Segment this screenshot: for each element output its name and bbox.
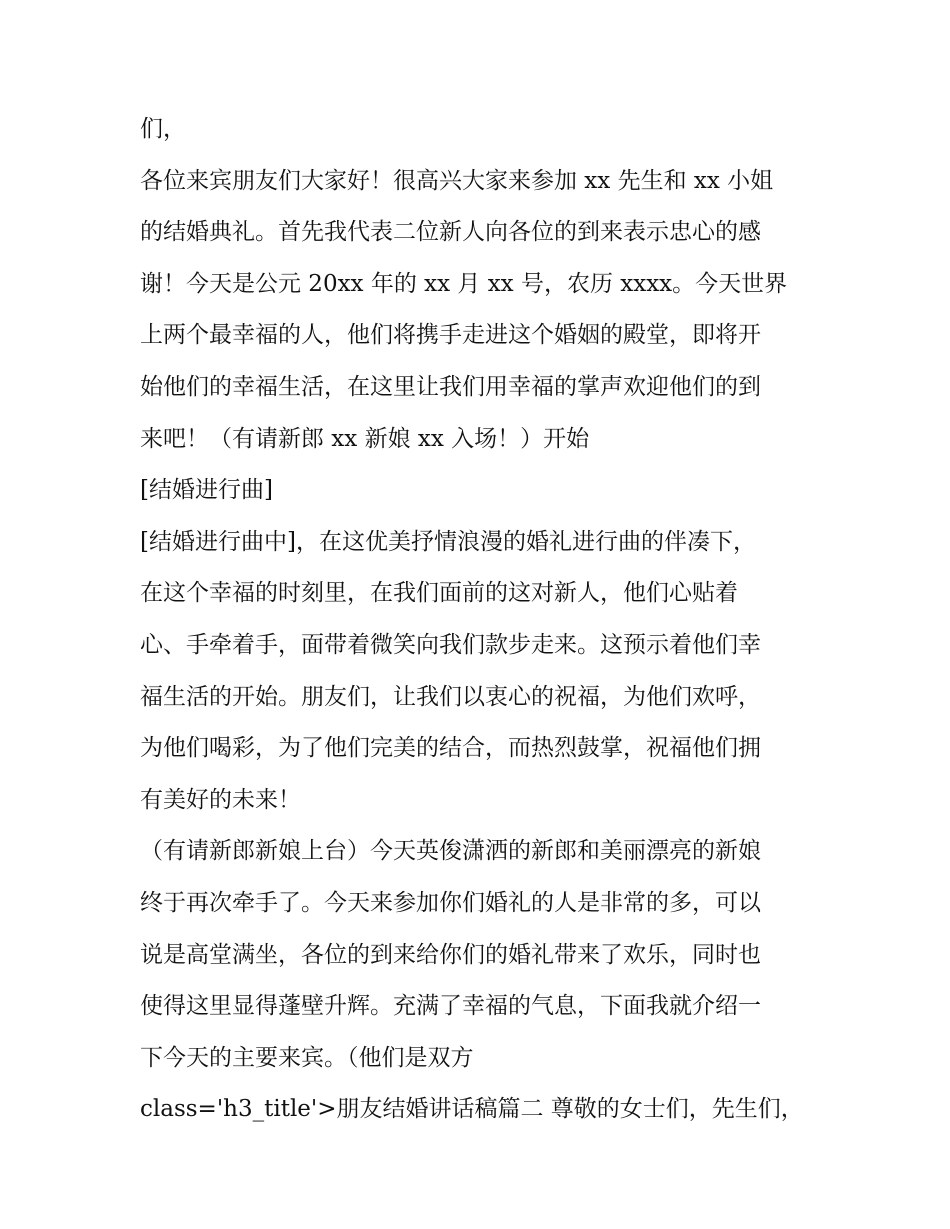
text-line: 终于再次牵手了。今天来参加你们婚礼的人是非常的多，可以	[140, 889, 761, 916]
text-line: 谢！今天是公元 20xx 年的 xx 月 xx 号，农历 xxxx。今天世界	[140, 270, 788, 297]
text-line: 有美好的未来！	[140, 786, 301, 813]
text-line: 各位来宾朋友们大家好！很高兴大家来参加 xx 先生和 xx 小姐	[140, 167, 774, 194]
text-line: 说是高堂满坐，各位的到来给你们的婚礼带来了欢乐，同时也	[140, 941, 761, 968]
text-line: [结婚进行曲中]，在这优美抒情浪漫的婚礼进行曲的伴凑下，	[140, 528, 756, 555]
text-line: 为他们喝彩，为了他们完美的结合，而热烈鼓掌，祝福他们拥	[140, 735, 761, 762]
text-line: 下今天的主要来宾。（他们是双方	[140, 1044, 474, 1071]
text-line: 的结婚典礼。首先我代表二位新人向各位的到来表示忠心的感	[140, 219, 761, 246]
text-line: 使得这里显得蓬壁升辉。充满了幸福的气息，下面我就介绍一	[140, 993, 761, 1020]
document-body	[140, 104, 820, 1136]
text-line: 上两个最幸福的人，他们将携手走进这个婚姻的殿堂，即将开	[140, 322, 761, 349]
text-line: 来吧！（有请新郎 xx 新娘 xx 入场！）开始	[140, 425, 590, 452]
text-line: 心、手牵着手，面带着微笑向我们款步走来。这预示着他们幸	[140, 631, 761, 658]
text-line: 们，	[140, 116, 186, 142]
text-line: 福生活的开始。朋友们，让我们以衷心的祝福，为他们欢呼，	[140, 683, 761, 710]
text-line: class='h3_title'>朋友结婚讲话稿篇二 尊敬的女士们，先生们，	[140, 1096, 804, 1123]
text-line: （有请新郎新娘上台）今天英俊潇洒的新郎和美丽漂亮的新娘	[140, 838, 761, 865]
text-line: 在这个幸福的时刻里，在我们面前的这对新人，他们心贴着	[140, 580, 738, 607]
text-line: [结婚进行曲]	[140, 477, 273, 504]
text-line: 始他们的幸福生活，在这里让我们用幸福的掌声欢迎他们的到	[140, 373, 761, 400]
